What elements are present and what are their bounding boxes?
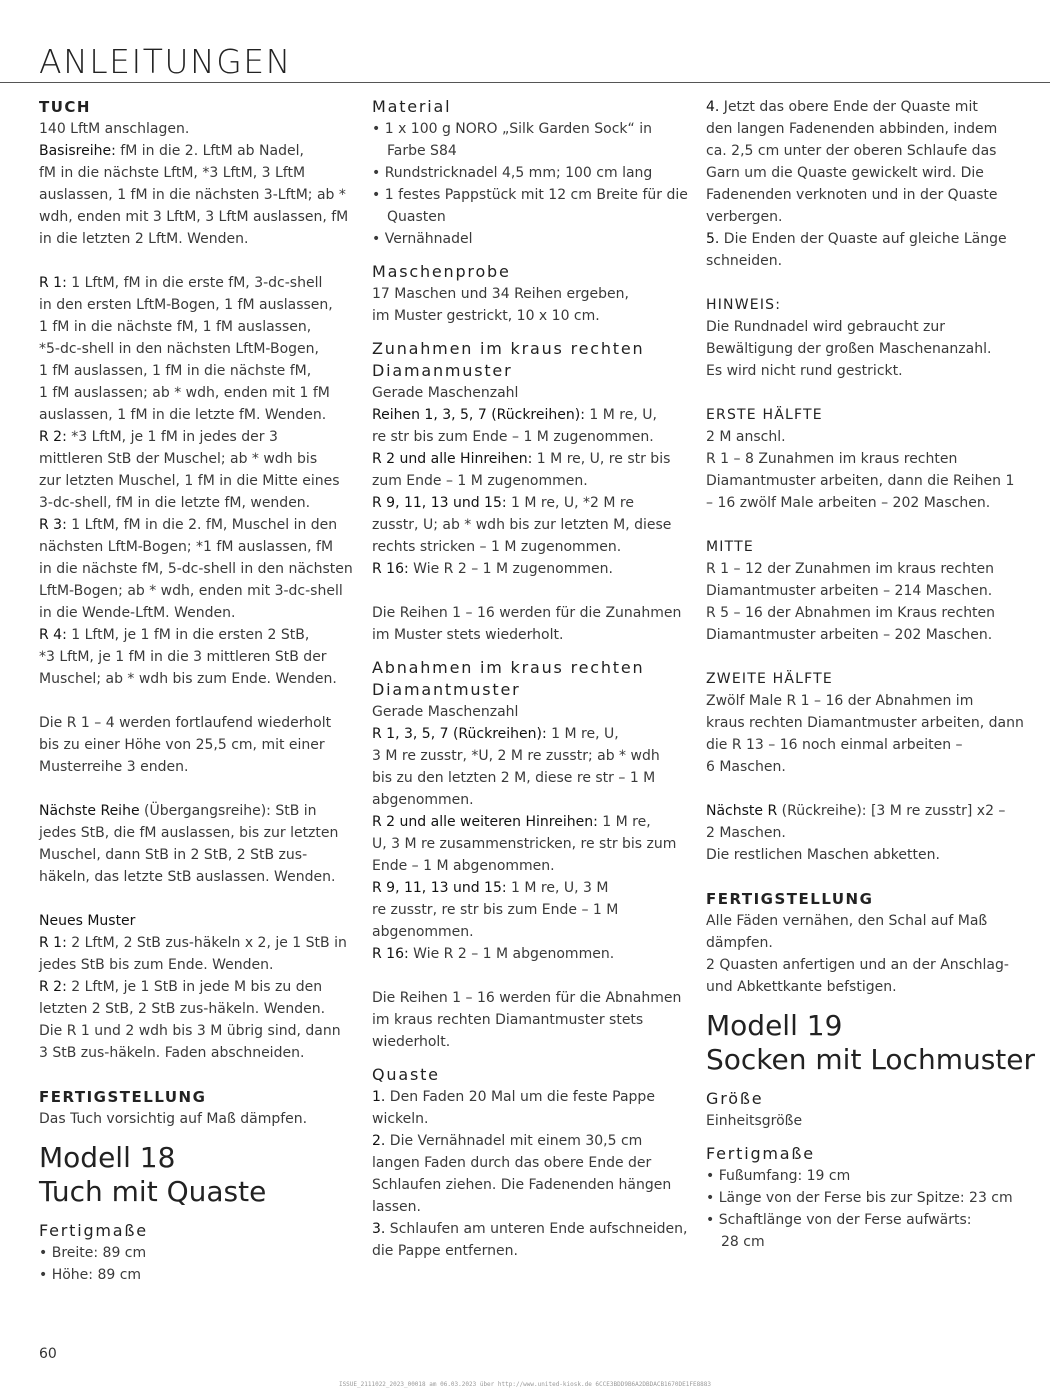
text-line: wickeln. — [372, 1111, 429, 1127]
text-line — [39, 272, 349, 294]
text-line: auslassen, 1 fM in die nächsten 3-LftM; ab * — [39, 187, 346, 203]
list-item: • Höhe: 89 cm — [39, 1267, 142, 1283]
text-line: Fadenenden verknoten und in der Quaste — [706, 187, 998, 203]
heading-abnahmen: Abnahmen im kraus rechten — [372, 658, 645, 677]
text-line: bis zu den letzten 2 M, diese re str – 1 M — [372, 770, 656, 786]
text-line: nächsten LftM-Bogen; *1 fM auslassen, fM — [39, 539, 334, 555]
list-item-cont: Farbe S84 — [387, 143, 457, 159]
text-line: 2 M anschl. — [706, 429, 786, 445]
text-line: Das Tuch vorsichtig auf Maß dämpfen. — [39, 1111, 308, 1127]
text-line: Diamantmuster arbeiten – 214 Maschen. — [706, 583, 993, 599]
list-item: • Vernähnadel — [372, 231, 473, 247]
row-text: (Rückreihe): [3 M re zusstr] x2 – — [777, 803, 1006, 819]
text-line — [372, 492, 682, 514]
row-text: 1 M re, U, — [584, 407, 657, 423]
text-line: die R 13 – 16 noch einmal arbeiten – — [706, 737, 963, 753]
list-item: • Rundstricknadel 4,5 mm; 100 cm lang — [372, 165, 653, 181]
text-line: bis zu einer Höhe von 25,5 cm, mit einer — [39, 737, 325, 753]
step-text: Jetzt das obere Ende der Quaste mit — [719, 99, 978, 115]
text-line: – 16 zwölf Male arbeiten – 202 Maschen. — [706, 495, 991, 511]
section-title: ANLEITUNGEN — [39, 42, 292, 81]
text-line: Alle Fäden vernähen, den Schal auf Maß — [706, 913, 988, 929]
row-text: 2 LftM, 2 StB zus-häkeln x 2, je 1 StB in — [66, 935, 347, 951]
column-right — [706, 96, 1036, 1253]
row-text: *3 LftM, je 1 fM in jedes der 3 — [66, 429, 278, 445]
text-line: die Pappe entfernen. — [372, 1243, 518, 1259]
heading-mitte: MITTE — [706, 539, 754, 555]
text-line: jedes StB, die fM auslassen, bis zur letzten — [39, 825, 339, 841]
text-line: auslassen, 1 fM in die letzte fM. Wenden. — [39, 407, 327, 423]
text-line: in den ersten LftM-Bogen, 1 fM auslassen, — [39, 297, 333, 313]
text-line — [372, 404, 682, 426]
text-line: 140 LftM anschlagen. — [39, 121, 190, 137]
list-item: • Fußumfang: 19 cm — [706, 1168, 851, 1184]
row-label: R 3: — [39, 517, 67, 533]
heading-zunahmen: Zunahmen im kraus rechten — [372, 339, 645, 358]
header-rule — [0, 82, 1050, 83]
row-text: 1 LftM, fM in die 2. fM, Muschel in den — [66, 517, 338, 533]
heading-fertigmasse-2: Fertigmaße — [706, 1144, 815, 1163]
text-line — [372, 1218, 688, 1240]
text-line: zusstr, U; ab * wdh bis zur letzten M, diese — [372, 517, 672, 533]
text-line: im Muster stets wiederholt. — [372, 627, 564, 643]
text-line: wdh, enden mit 3 LftM, 3 LftM auslassen, fM — [39, 209, 349, 225]
row-label: R 16: — [372, 561, 409, 577]
heading-tuch: TUCH — [39, 98, 91, 116]
row-text: Wie R 2 – 1 M zugenommen. — [408, 561, 613, 577]
text-line: Die Rundnadel wird gebraucht zur — [706, 319, 946, 335]
heading-material: Material — [372, 97, 452, 116]
row-label: R 16: — [372, 946, 409, 962]
heading-hinweis: HINWEIS: — [706, 297, 782, 313]
row-label: Nächste R — [706, 803, 778, 819]
row-label: R 1, 3, 5, 7 (Rückreihen): — [372, 726, 547, 742]
heading-maschenprobe: Maschenprobe — [372, 262, 511, 281]
text-line: abgenommen. — [372, 924, 474, 940]
footer-note: ISSUE_2111022_2023_00018 am 06.03.2023 über http://www.united-kiosk.de 6CCE3BDD9B6A2DBDACB1670DE1FE8883 — [338, 1381, 712, 1388]
text-line: zur letzten Muschel, 1 fM in die Mitte eines — [39, 473, 340, 489]
text-line: Bewältigung der großen Maschenanzahl. — [706, 341, 992, 357]
heading-groesse: Größe — [706, 1089, 764, 1108]
text-line: 1 fM auslassen; ab * wdh, enden mit 1 fM — [39, 385, 330, 401]
text-line — [372, 811, 682, 833]
step-text: Die Vernähnadel mit einem 30,5 cm — [385, 1133, 643, 1149]
text-line: Die R 1 – 4 werden fortlaufend wiederholt — [39, 715, 332, 731]
text-line: Diamantmuster arbeiten – 202 Maschen. — [706, 627, 993, 643]
text-line: fM in die nächste LftM, *3 LftM, 3 LftM — [39, 165, 306, 181]
text-line: langen Faden durch das obere Ende der — [372, 1155, 652, 1171]
heading-abnahmen-2: Diamantmuster — [372, 680, 521, 699]
text-line — [372, 558, 682, 580]
text-line: in die nächste fM, 5-dc-shell in den nächsten — [39, 561, 353, 577]
text-line: 3 StB zus-häkeln. Faden abschneiden. — [39, 1045, 305, 1061]
text-line: und Abkettkante befstigen. — [706, 979, 897, 995]
list-item: • Länge von der Ferse bis zur Spitze: 23 cm — [706, 1190, 1013, 1206]
row-label: Nächste Reihe — [39, 803, 140, 819]
row-label: R 1: — [39, 275, 67, 291]
list-item-cont: 28 cm — [721, 1234, 765, 1250]
text-line: abgenommen. — [372, 792, 474, 808]
page-number: 60 — [39, 1346, 57, 1362]
row-label: R 1: — [39, 935, 67, 951]
text-line: Muschel; ab * wdh bis zum Ende. Wenden. — [39, 671, 337, 687]
list-item: • Breite: 89 cm — [39, 1245, 147, 1261]
step-number: 1. — [372, 1089, 386, 1105]
text-line: Gerade Maschenzahl — [372, 385, 519, 401]
text-line: ca. 2,5 cm unter der oberen Schlaufe das — [706, 143, 997, 159]
text-line: R 1 – 12 der Zunahmen im kraus rechten — [706, 561, 994, 577]
text-line: zum Ende – 1 M zugenommen. — [372, 473, 588, 489]
text-line: häkeln, das letzte StB auslassen. Wenden. — [39, 869, 336, 885]
text-line: Gerade Maschenzahl — [372, 704, 519, 720]
text-line: Die Reihen 1 – 16 werden für die Abnahmen — [372, 990, 682, 1006]
text-line: re zusstr, re str bis zum Ende – 1 M — [372, 902, 619, 918]
text-line: 1 fM auslassen, 1 fM in die nächste fM, — [39, 363, 312, 379]
text-line — [372, 943, 682, 965]
row-label: Basisreihe: — [39, 143, 116, 159]
text-line: LftM-Bogen; ab * wdh, enden mit 3-dc-shell — [39, 583, 343, 599]
text-line: kraus rechten Diamantmuster arbeiten, dann — [706, 715, 1024, 731]
page-header — [0, 42, 1050, 82]
row-text: 1 M re, U, — [546, 726, 619, 742]
step-text: Schlaufen am unteren Ende aufschneiden, — [385, 1221, 688, 1237]
text-line: *3 LftM, je 1 fM in die 3 mittleren StB der — [39, 649, 327, 665]
text-line: mittleren StB der Muschel; ab * wdh bis — [39, 451, 318, 467]
step-number: 2. — [372, 1133, 386, 1149]
text-line: re str bis zum Ende – 1 M zugenommen. — [372, 429, 654, 445]
text-line — [372, 877, 682, 899]
text-line: Diamantmuster arbeiten, dann die Reihen 1 — [706, 473, 1015, 489]
row-text: 1 M re, U, 3 M — [506, 880, 609, 896]
row-label: R 9, 11, 13 und 15: — [372, 495, 507, 511]
text-line — [372, 1130, 682, 1152]
text-line: im kraus rechten Diamantmuster stets — [372, 1012, 644, 1028]
model-19-title: Socken mit Lochmuster — [706, 1043, 1036, 1076]
text-line: Schlaufen ziehen. Die Fadenenden hängen — [372, 1177, 672, 1193]
text-line: 6 Maschen. — [706, 759, 786, 775]
row-text: fM in die 2. LftM ab Nadel, — [115, 143, 304, 159]
text-line — [39, 140, 349, 162]
text-line: jedes StB bis zum Ende. Wenden. — [39, 957, 274, 973]
column-left — [39, 96, 353, 1286]
text-line: 17 Maschen und 34 Reihen ergeben, — [372, 286, 629, 302]
text-line: lassen. — [372, 1199, 421, 1215]
list-item-cont: Quasten — [387, 209, 446, 225]
step-number: 5. — [706, 231, 720, 247]
row-text: 1 M re, U, re str bis — [532, 451, 671, 467]
row-label: R 4: — [39, 627, 67, 643]
text-line: letzten 2 StB, 2 StB zus-häkeln. Wenden. — [39, 1001, 326, 1017]
text-line — [39, 800, 349, 822]
step-number: 4. — [706, 99, 720, 115]
text-line: den langen Fadenenden abbinden, indem — [706, 121, 998, 137]
row-label: R 2 und alle weiteren Hinreihen: — [372, 814, 598, 830]
text-line: schneiden. — [706, 253, 783, 269]
model-18-title: Tuch mit Quaste — [39, 1175, 267, 1208]
text-line: Muschel, dann StB in 2 StB, 2 StB zus- — [39, 847, 308, 863]
list-item: • 1 festes Pappstück mit 12 cm Breite für die — [372, 187, 688, 203]
text-line: Die restlichen Maschen abketten. — [706, 847, 940, 863]
text-line: 3-dc-shell, fM in die letzte fM, wenden. — [39, 495, 311, 511]
row-text: 1 M re, — [597, 814, 651, 830]
list-item: • 1 x 100 g NORO „Silk Garden Sock“ in — [372, 121, 652, 137]
step-text: Den Faden 20 Mal um die feste Pappe — [385, 1089, 655, 1105]
text-line: dämpfen. — [706, 935, 773, 951]
text-line: 3 M re zusstr, *U, 2 M re zusstr; ab * wdh — [372, 748, 660, 764]
text-line: 1 fM in die nächste fM, 1 fM auslassen, — [39, 319, 312, 335]
text-line: Zwölf Male R 1 – 16 der Abnahmen im — [706, 693, 974, 709]
step-text: Die Enden der Quaste auf gleiche Länge — [719, 231, 1007, 247]
text-line — [39, 976, 349, 998]
step-number: 3. — [372, 1221, 386, 1237]
text-line — [372, 1086, 682, 1108]
text-line: *5-dc-shell in den nächsten LftM-Bogen, — [39, 341, 319, 357]
text-line — [39, 932, 349, 954]
row-text: 1 M re, U, *2 M re — [506, 495, 634, 511]
model-19-number: Modell 19 — [706, 1009, 843, 1042]
subheading-neues-muster: Neues Muster — [39, 913, 136, 929]
row-label: R 2 und alle Hinreihen: — [372, 451, 533, 467]
row-label: R 2: — [39, 979, 67, 995]
column-middle — [372, 96, 688, 1262]
text-line: Es wird nicht rund gestrickt. — [706, 363, 903, 379]
text-line: R 5 – 16 der Abnahmen im Kraus rechten — [706, 605, 996, 621]
row-text: 2 LftM, je 1 StB in jede M bis zu den — [66, 979, 323, 995]
text-line — [39, 426, 349, 448]
text-line: in die letzten 2 LftM. Wenden. — [39, 231, 249, 247]
text-line — [372, 723, 682, 745]
row-label: R 2: — [39, 429, 67, 445]
row-label: Reihen 1, 3, 5, 7 (Rückreihen): — [372, 407, 585, 423]
heading-zweite-haelfte: ZWEITE HÄLFTE — [706, 671, 833, 687]
text-line: verbergen. — [706, 209, 783, 225]
row-text: 1 LftM, je 1 fM in die ersten 2 StB, — [66, 627, 310, 643]
text-line: Die R 1 und 2 wdh bis 3 M übrig sind, dann — [39, 1023, 341, 1039]
text-line — [706, 228, 1016, 250]
model-18-number: Modell 18 — [39, 1141, 176, 1174]
text-line: R 1 – 8 Zunahmen im kraus rechten — [706, 451, 958, 467]
heading-fertigmasse: Fertigmaße — [39, 1221, 148, 1240]
text-line: Die Reihen 1 – 16 werden für die Zunahmen — [372, 605, 682, 621]
text-line — [39, 514, 349, 536]
text-line: Garn um die Quaste gewickelt wird. Die — [706, 165, 984, 181]
text-line: im Muster gestrickt, 10 x 10 cm. — [372, 308, 600, 324]
heading-erste-haelfte: ERSTE HÄLFTE — [706, 407, 823, 423]
heading-fertigstellung-2: FERTIGSTELLUNG — [706, 890, 874, 908]
heading-quaste: Quaste — [372, 1065, 440, 1084]
row-label: R 9, 11, 13 und 15: — [372, 880, 507, 896]
text-line: 2 Maschen. — [706, 825, 786, 841]
list-item: • Schaftlänge von der Ferse aufwärts: — [706, 1212, 972, 1228]
text-line: Ende – 1 M abgenommen. — [372, 858, 555, 874]
text-line: Musterreihe 3 enden. — [39, 759, 189, 775]
row-text: Wie R 2 – 1 M abgenommen. — [408, 946, 615, 962]
text-line: 2 Quasten anfertigen und an der Anschlag- — [706, 957, 1009, 973]
heading-fertigstellung: FERTIGSTELLUNG — [39, 1088, 207, 1106]
text-line — [706, 800, 1016, 822]
text-line: Einheitsgröße — [706, 1113, 803, 1129]
text-line: in die Wende-LftM. Wenden. — [39, 605, 236, 621]
text-line: wiederholt. — [372, 1034, 451, 1050]
text-line — [372, 448, 682, 470]
row-text: (Übergangsreihe): StB in — [139, 803, 317, 819]
text-line — [706, 96, 1016, 118]
row-text: 1 LftM, fM in die erste fM, 3-dc-shell — [66, 275, 323, 291]
text-line: U, 3 M re zusammenstricken, re str bis zum — [372, 836, 677, 852]
text-line: rechts stricken – 1 M zugenommen. — [372, 539, 622, 555]
heading-zunahmen-2: Diamanmuster — [372, 361, 513, 380]
text-line — [39, 624, 349, 646]
